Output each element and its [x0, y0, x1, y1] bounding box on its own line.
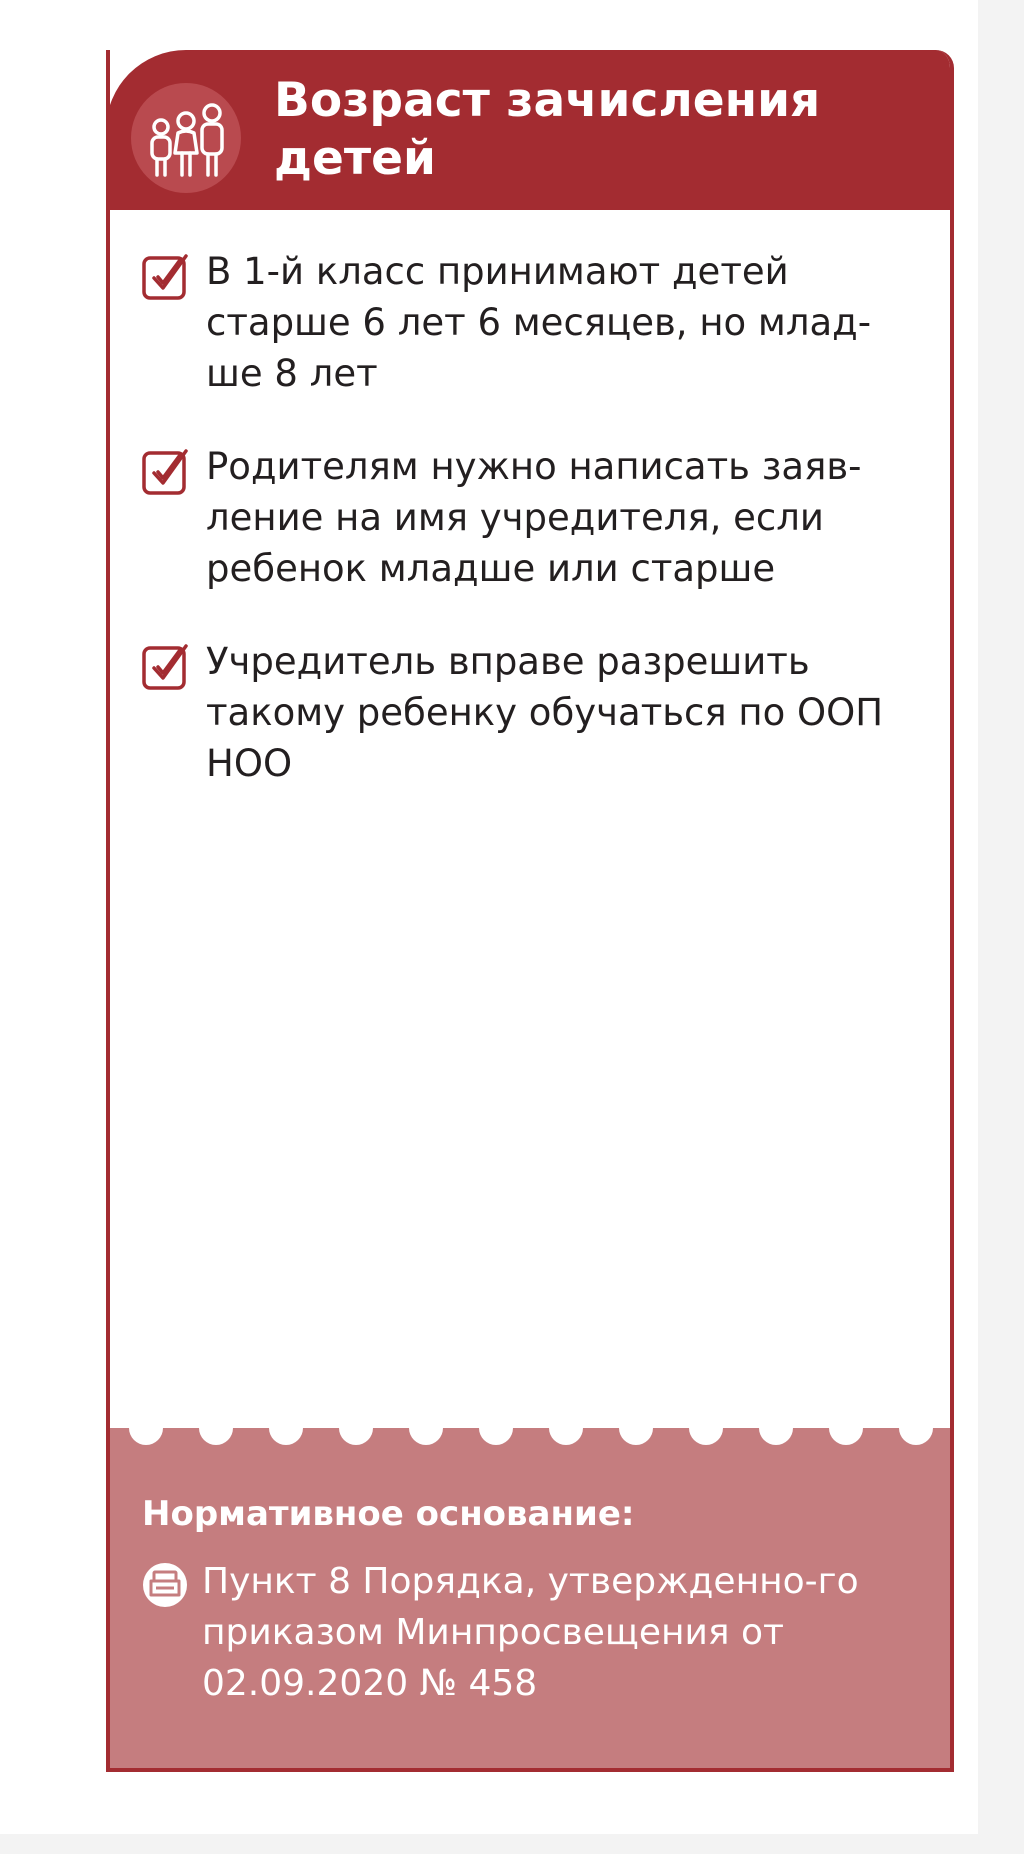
card-title: Возраст зачисления детей — [274, 73, 821, 186]
list-item-text: Родителям нужно написать заяв-ление на имя учредителя, если ребенок младше или старше — [206, 445, 862, 590]
scalloped-edge — [110, 1428, 954, 1452]
legal-basis-text: Пункт 8 Порядка, утвержденно-го приказом Минпросвещения от 02.09.2020 № 458 — [202, 1561, 859, 1704]
checkbox-checked-icon — [140, 640, 192, 692]
legal-basis-title: Нормативное основание: — [142, 1494, 635, 1534]
requirements-list — [140, 246, 940, 831]
card-header — [106, 50, 954, 210]
document-stack-icon — [142, 1562, 188, 1608]
info-card — [106, 50, 954, 1772]
children-icon — [131, 83, 241, 193]
legal-basis-section — [110, 1428, 954, 1772]
checkbox-checked-icon — [140, 250, 192, 302]
list-item-text: Учредитель вправе разрешить такому ребенку обучаться по ООП НОО — [206, 640, 884, 785]
checkbox-checked-icon — [140, 445, 192, 497]
list-item-text: В 1-й класс принимают детей старше 6 лет 6 месяцев, но млад-ше 8 лет — [206, 250, 872, 395]
page-right-gutter — [978, 0, 1024, 1854]
list-item — [140, 636, 940, 789]
list-item — [140, 441, 940, 594]
list-item — [140, 246, 940, 399]
page-bottom-gutter — [0, 1834, 1024, 1854]
